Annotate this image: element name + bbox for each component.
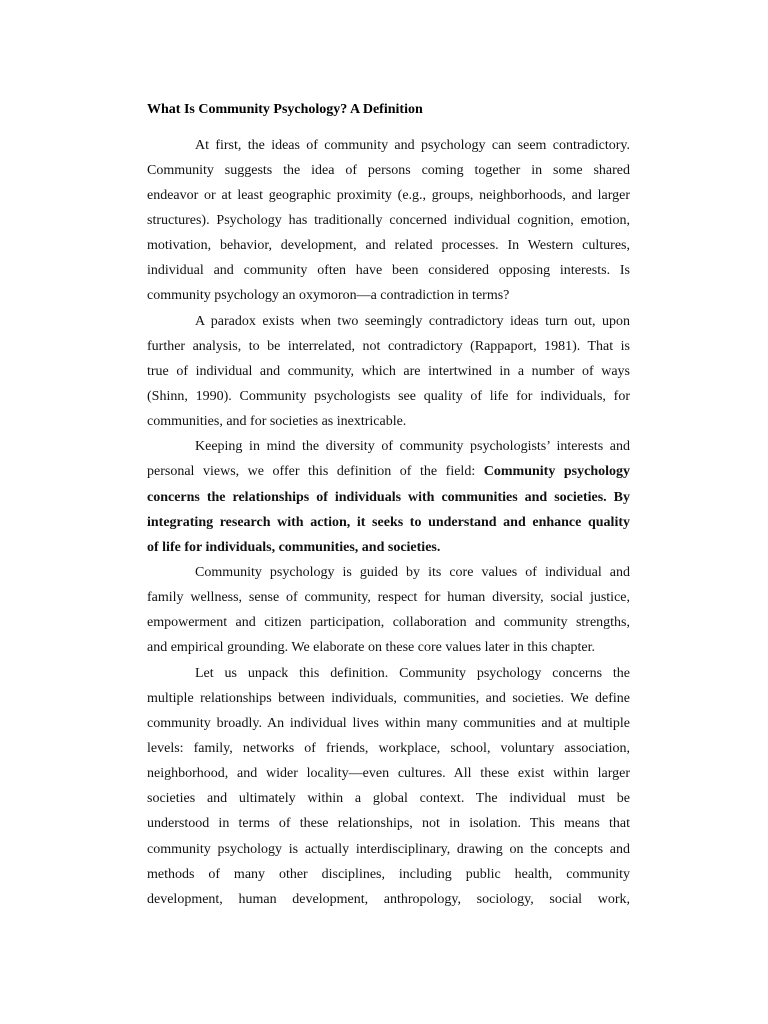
line-text: endeavor or at least geographic proximity (e.g., groups, neighborhoods, and larger bbox=[147, 188, 630, 203]
line-text: community broadly. An individual lives within many communities and at multiple bbox=[147, 716, 630, 731]
text-line bbox=[195, 563, 630, 583]
text-line bbox=[147, 387, 630, 407]
text-line bbox=[147, 513, 630, 533]
text-line bbox=[195, 312, 630, 332]
line-text: At first, the ideas of community and psychology can seem contradictory. bbox=[195, 138, 630, 153]
section-title: What Is Community Psychology? A Definition bbox=[147, 102, 423, 117]
line-text: Keeping in mind the diversity of community psychologists’ interests and bbox=[195, 439, 630, 454]
text-line bbox=[147, 890, 630, 910]
text-line bbox=[147, 613, 630, 633]
line-text: community psychology is actually interdisciplinary, drawing on the concepts and bbox=[147, 842, 630, 857]
line-bold-text: of life for individuals, communities, and societies. bbox=[147, 540, 441, 555]
line-bold-text: integrating research with action, it seeks to understand and enhance quality bbox=[147, 515, 630, 530]
line-text: development, human development, anthropology, sociology, social work, bbox=[147, 892, 630, 907]
text-line bbox=[147, 186, 630, 206]
text-line bbox=[147, 638, 630, 658]
line-text: communities, and for societies as inextricable. bbox=[147, 414, 407, 429]
text-line bbox=[147, 538, 630, 558]
text-line bbox=[147, 789, 630, 809]
line-text: Community psychology is guided by its core values of individual and bbox=[195, 565, 630, 580]
text-line bbox=[147, 261, 630, 281]
text-line bbox=[195, 437, 630, 457]
text-line bbox=[147, 412, 630, 432]
text-line bbox=[147, 814, 630, 834]
line-text: A paradox exists when two seemingly contradictory ideas turn out, upon bbox=[195, 314, 630, 329]
text-line bbox=[147, 840, 630, 860]
line-text: (Shinn, 1990). Community psychologists see quality of life for individuals, for bbox=[147, 389, 630, 404]
line-text: societies and ultimately within a global context. The individual must be bbox=[147, 791, 630, 806]
text-line bbox=[147, 211, 630, 231]
text-line bbox=[147, 764, 630, 784]
text-line bbox=[147, 588, 630, 608]
text-line bbox=[147, 488, 630, 508]
text-line bbox=[147, 286, 630, 306]
text-line bbox=[147, 362, 630, 382]
line-text: methods of many other disciplines, including public health, community bbox=[147, 867, 630, 882]
text-line bbox=[147, 337, 630, 357]
text-line bbox=[147, 739, 630, 759]
text-line bbox=[147, 689, 630, 709]
line-bold-text: concerns the relationships of individuals with communities and societies. By bbox=[147, 490, 630, 505]
line-text: individual and community often have been considered opposing interests. Is bbox=[147, 263, 630, 278]
line-text: Community suggests the idea of persons coming together in some shared bbox=[147, 163, 630, 178]
line-bold-text: Community psychology bbox=[483, 464, 630, 479]
line-text: neighborhood, and wider locality—even cultures. All these exist within larger bbox=[147, 766, 630, 781]
line-text: and empirical grounding. We elaborate on these core values later in this chapter. bbox=[147, 640, 596, 655]
line-text: personal views, we offer this definition of the field: bbox=[147, 464, 484, 479]
line-text: empowerment and citizen participation, collaboration and community strengths, bbox=[147, 615, 630, 630]
text-line bbox=[147, 714, 630, 734]
text-line bbox=[147, 161, 630, 181]
line-text: Let us unpack this definition. Community psychology concerns the bbox=[195, 666, 630, 681]
line-text: true of individual and community, which are intertwined in a number of ways bbox=[147, 364, 630, 379]
text-line bbox=[195, 136, 630, 156]
text-line bbox=[147, 865, 630, 885]
line-text: family wellness, sense of community, respect for human diversity, social justice, bbox=[147, 590, 630, 605]
line-text: levels: family, networks of friends, workplace, school, voluntary association, bbox=[147, 741, 630, 756]
line-text: understood in terms of these relationships, not in isolation. This means that bbox=[147, 816, 630, 831]
line-text: structures). Psychology has traditionally concerned individual cognition, emotion, bbox=[147, 213, 630, 228]
text-line bbox=[147, 236, 630, 256]
line-text: multiple relationships between individuals, communities, and societies. We define bbox=[147, 691, 630, 706]
line-text: community psychology an oxymoron—a contradiction in terms? bbox=[147, 288, 510, 303]
line-text: further analysis, to be interrelated, not contradictory (Rappaport, 1981). That is bbox=[147, 339, 630, 354]
line-text: motivation, behavior, development, and related processes. In Western cultures, bbox=[147, 238, 630, 253]
text-line bbox=[195, 664, 630, 684]
text-line bbox=[147, 462, 630, 482]
